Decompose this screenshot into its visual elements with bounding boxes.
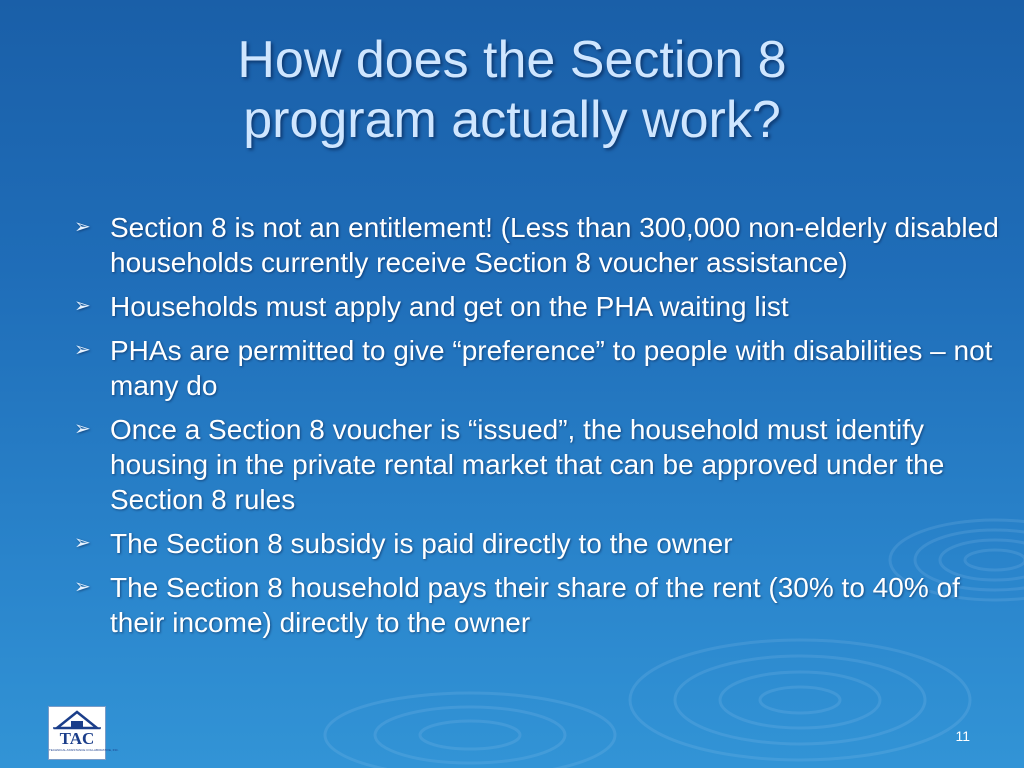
arrow-bullet-icon: ➢ [74,576,91,598]
bullet-item [74,333,1004,403]
bullet-item [74,570,1004,640]
bullet-item [74,289,1004,324]
bullet-text: The Section 8 subsidy is paid directly to the owner [110,528,733,559]
house-roof-icon [49,707,105,731]
logo-caption: TECHNICAL ASSISTANCE COLLABORATIVE, INC. [49,748,119,752]
bullet-item [74,412,1004,517]
bullet-text: The Section 8 household pays their share of the rent (30% to 40% of their income) directly to the owner [110,572,960,638]
title-line-2: program actually work? [243,91,781,149]
arrow-bullet-icon: ➢ [74,532,91,554]
arrow-bullet-icon: ➢ [74,216,91,238]
bullet-text: Section 8 is not an entitlement! (Less than 300,000 non-elderly disabled households currently receive Section 8 voucher assistance) [110,212,999,278]
bullet-list [74,210,1004,649]
bullet-text: PHAs are permitted to give “preference” to people with disabilities – not many do [110,335,993,401]
arrow-bullet-icon: ➢ [74,339,91,361]
bullet-text: Once a Section 8 voucher is “issued”, the household must identify housing in the private rental market that can be approved under the Section 8 rules [110,414,945,515]
arrow-bullet-icon: ➢ [74,295,91,317]
page-number: 11 [955,728,970,744]
bullet-item [74,526,1004,561]
tac-logo [48,706,119,760]
bullet-text: Households must apply and get on the PHA waiting list [110,291,789,322]
arrow-bullet-icon: ➢ [74,418,91,440]
logo-text: TAC [59,729,95,748]
bullet-item [74,210,1004,280]
slide-title [60,30,964,150]
title-line-1: How does the Section 8 [237,31,787,89]
